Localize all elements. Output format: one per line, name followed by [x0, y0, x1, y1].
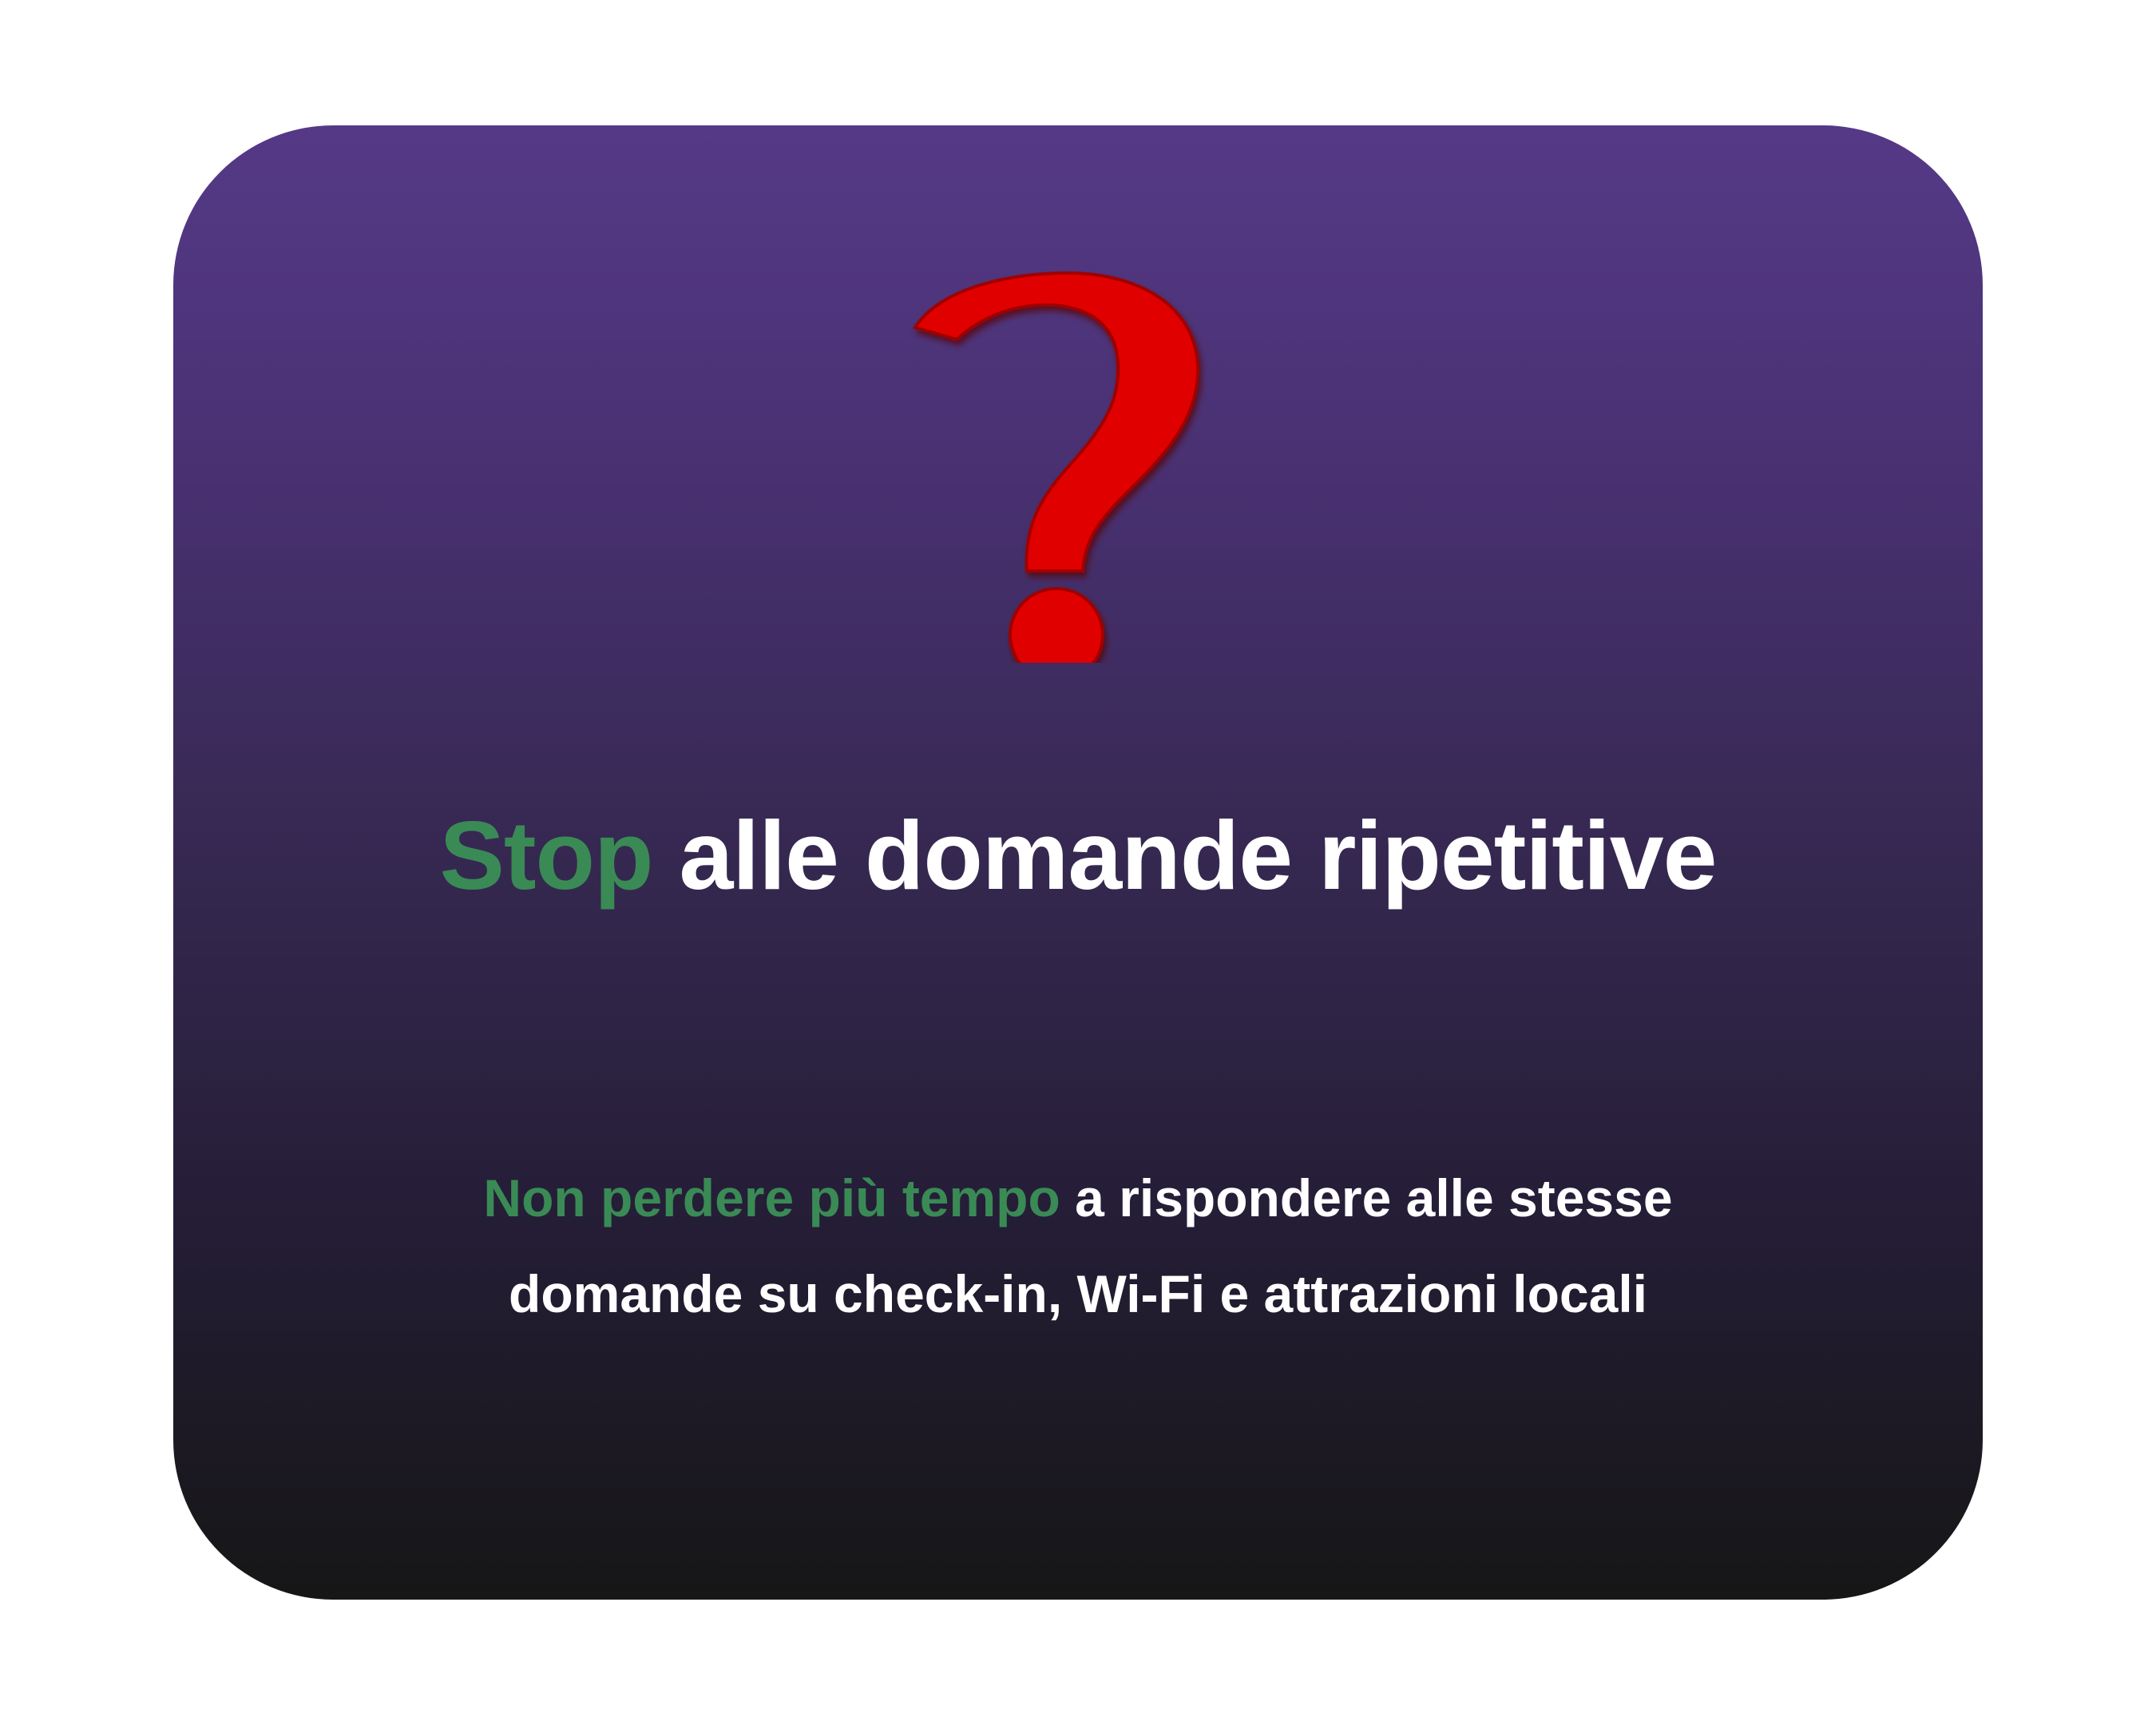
headline-accent: Stop — [439, 801, 653, 910]
subtitle-line1-rest: a rispondere alle stesse — [1075, 1168, 1673, 1227]
headline-rest: alle domande ripetitive — [679, 801, 1717, 910]
subtitle-line2: domande su check-in, Wi-Fi e attrazioni locali — [509, 1264, 1647, 1323]
question-mark-icon — [893, 264, 1260, 663]
subtitle-accent: Non perdere più tempo — [483, 1168, 1060, 1227]
headline — [0, 801, 2156, 910]
subtitle — [0, 1150, 2156, 1342]
